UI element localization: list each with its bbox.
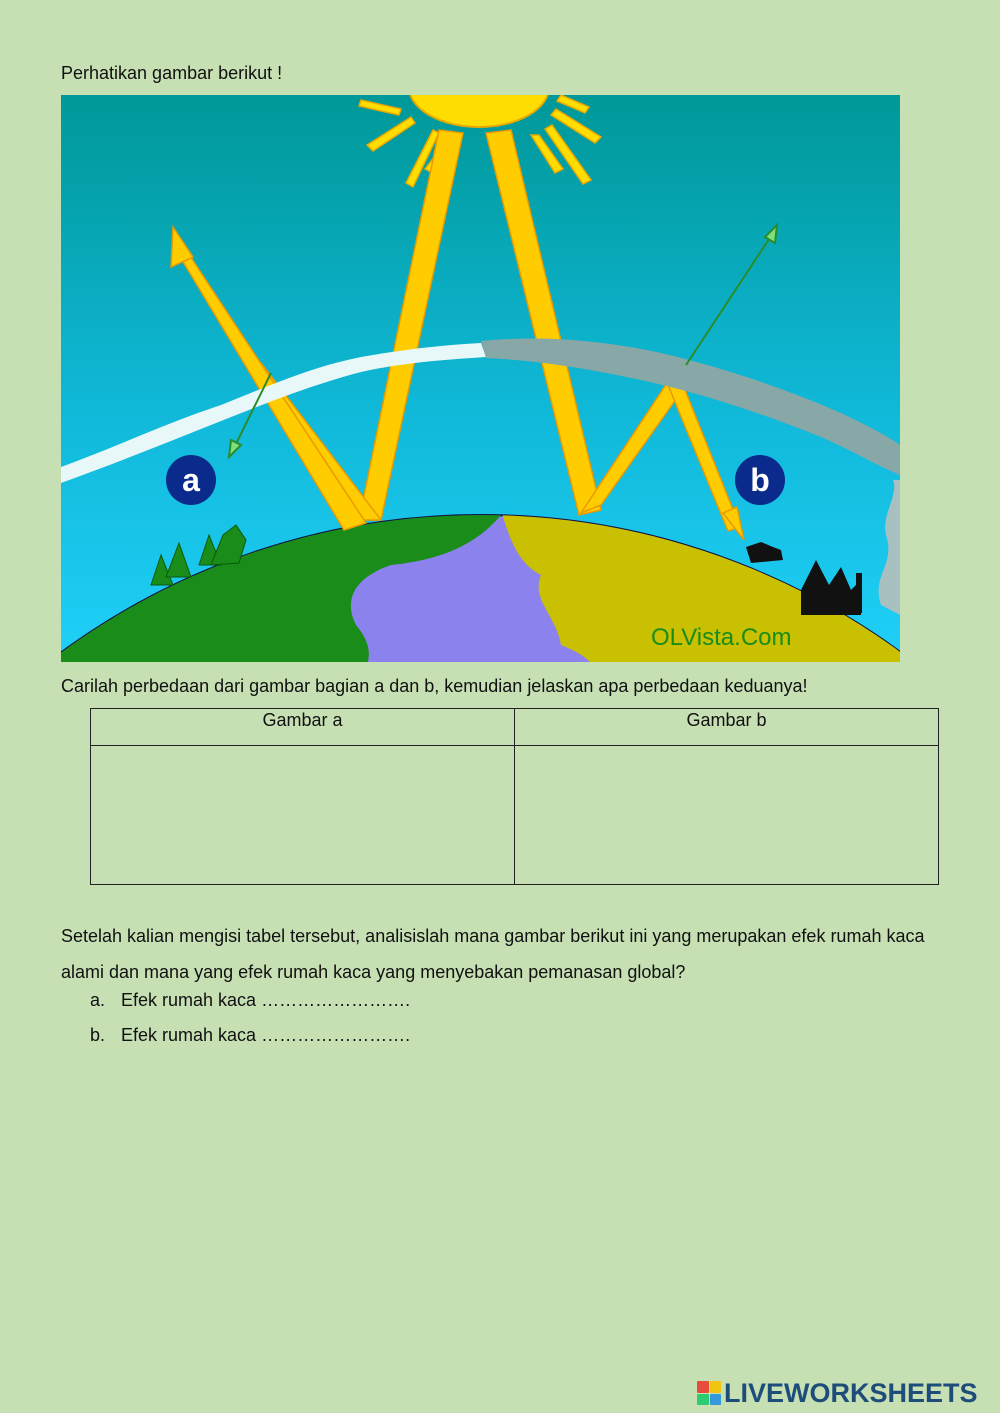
answer-cell-b[interactable] bbox=[515, 746, 939, 885]
item-marker: a. bbox=[90, 990, 106, 1010]
answer-cell-a[interactable] bbox=[91, 746, 515, 885]
liveworksheets-logo-icon bbox=[697, 1381, 721, 1405]
svg-text:a: a bbox=[182, 462, 200, 498]
table-header-row bbox=[91, 709, 939, 746]
item-text[interactable]: Efek rumah kaca ……………………. bbox=[121, 1025, 411, 1045]
list-item bbox=[90, 1024, 410, 1046]
brand-text: LIVEWORKSHEETS bbox=[724, 1377, 978, 1408]
list-item bbox=[90, 989, 410, 1011]
label-b-badge bbox=[735, 455, 785, 505]
analysis-paragraph: Setelah kalian mengisi tabel tersebut, analisislah mana gambar berikut ini yang merupakan efek rumah kaca alami dan mana yang efek rumah kaca yang menyebakan pemanasan global? bbox=[61, 926, 925, 982]
table-row bbox=[91, 746, 939, 885]
answer-table bbox=[90, 708, 939, 885]
watermark: OLVista.Com bbox=[651, 624, 792, 651]
header-gambar-b: Gambar b bbox=[515, 709, 939, 746]
greenhouse-effect-illustration bbox=[61, 95, 900, 662]
liveworksheets-brand bbox=[697, 1378, 978, 1408]
item-marker: b. bbox=[90, 1025, 106, 1045]
svg-text:b: b bbox=[750, 462, 770, 498]
question-text: Carilah perbedaan dari gambar bagian a dan b, kemudian jelaskan apa perbedaan keduanya! bbox=[61, 676, 808, 696]
label-a-badge bbox=[166, 455, 216, 505]
item-text[interactable]: Efek rumah kaca ……………………. bbox=[121, 990, 411, 1010]
header-gambar-a: Gambar a bbox=[91, 709, 515, 746]
intro-text: Perhatikan gambar berikut ! bbox=[61, 63, 283, 83]
